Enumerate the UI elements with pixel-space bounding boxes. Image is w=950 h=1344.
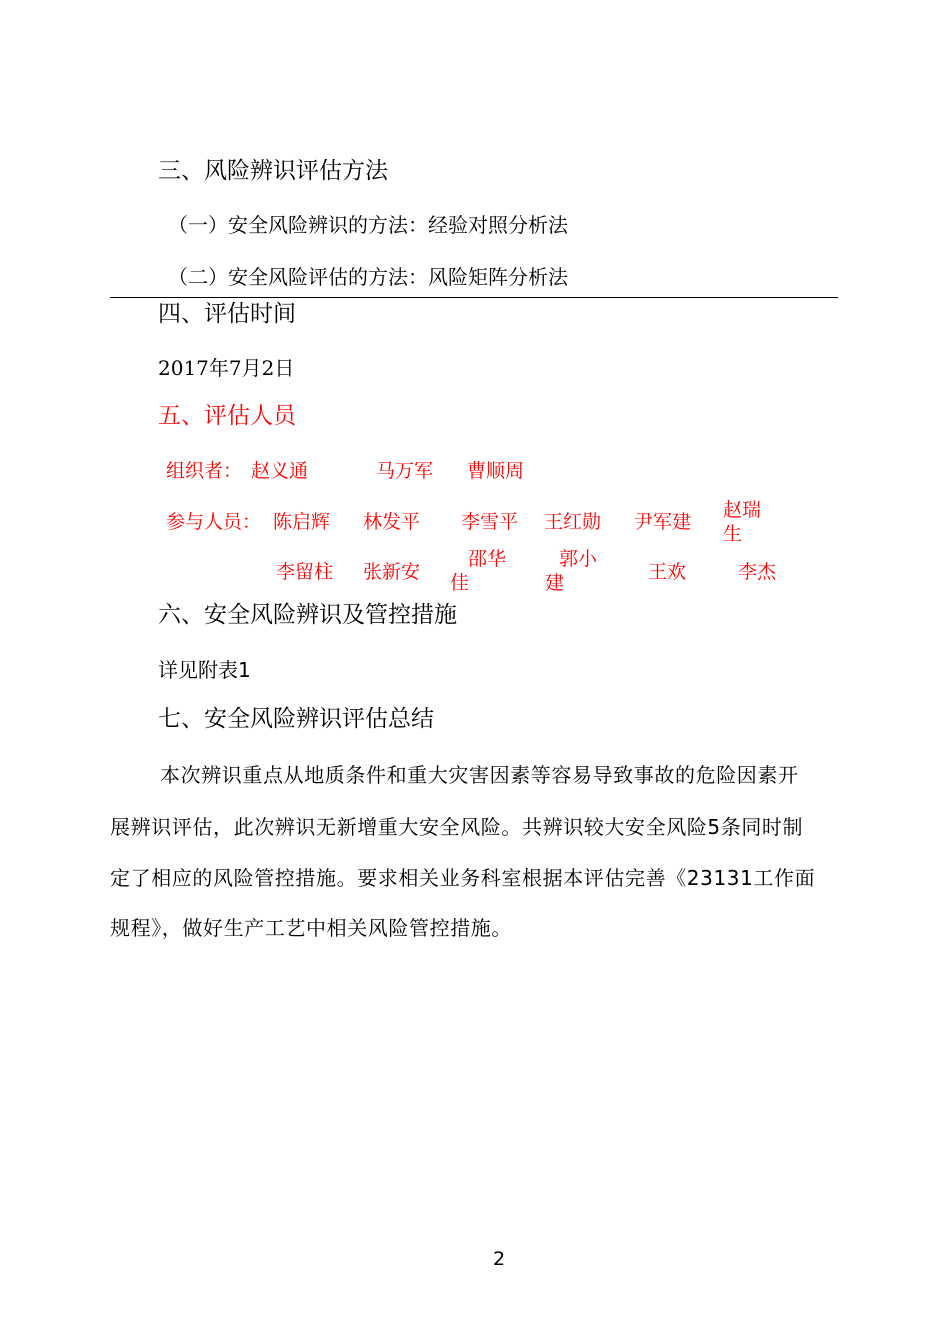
participants-label: 参与人员： [166,511,262,533]
organizer-name: 马万军 [376,460,434,482]
participant-name: 尹军建 [634,511,692,533]
summary-paragraph-line: 定了相应的风险管控措施。要求相关业务科室根据本评估完善《23131工作面 [110,866,816,890]
section-6-detail: 详见附表1 [158,658,251,682]
participant-name-wrapped-line-2: 佳 [450,572,470,594]
participant-name-wrapped-line-1: 邵华 [468,548,507,570]
section-7-heading: 七、安全风险辨识评估总结 [158,706,434,732]
section-4-heading: 四、评估时间 [158,301,296,327]
section-6-heading: 六、安全风险辨识及管控措施 [158,602,457,628]
organizer-name: 曹顺周 [467,460,525,482]
page-number: 2 [493,1248,506,1270]
participant-name-wrapped-line-2: 生 [723,523,743,545]
summary-paragraph-line: 展辨识评估，此次辨识无新增重大安全风险。共辨识较大安全风险5条同时制 [110,815,804,839]
summary-paragraph-line: 本次辨识重点从地质条件和重大灾害因素等容易导致事故的危险因素开 [160,763,799,787]
participant-name-wrapped-line-1: 郭小 [559,548,598,570]
clipped-name-fragment [545,572,569,594]
participant-name: 李留柱 [276,561,334,583]
participant-name: 陈启辉 [273,511,331,533]
participant-name: 林发平 [363,511,421,533]
organizer-name: 赵义通 [251,460,309,482]
participant-name: 李雪平 [461,511,519,533]
summary-paragraph-line: 规程》，做好生产工艺中相关风险管控措施。 [110,916,512,940]
participant-name: 王欢 [648,561,687,583]
participant-name-wrapped-line-1: 赵瑞 [723,499,762,521]
horizontal-rule [110,297,838,298]
assessment-date: 2017年7月2日 [158,356,295,380]
section-5-heading: 五、评估人员 [158,403,296,429]
section-3-item-2: （二）安全风险评估的方法：风险矩阵分析法 [168,265,568,289]
clipped-name-fragment [450,572,474,594]
participant-name-wrapped-line-2: 建 [545,572,565,594]
organizer-label: 组织者： [166,460,243,482]
participant-name: 李杰 [738,561,777,583]
section-3-heading: 三、风险辨识评估方法 [158,158,388,184]
section-3-item-1: （一）安全风险辨识的方法：经验对照分析法 [168,213,568,237]
participant-name: 张新安 [363,561,421,583]
participant-name: 王红勋 [544,511,602,533]
